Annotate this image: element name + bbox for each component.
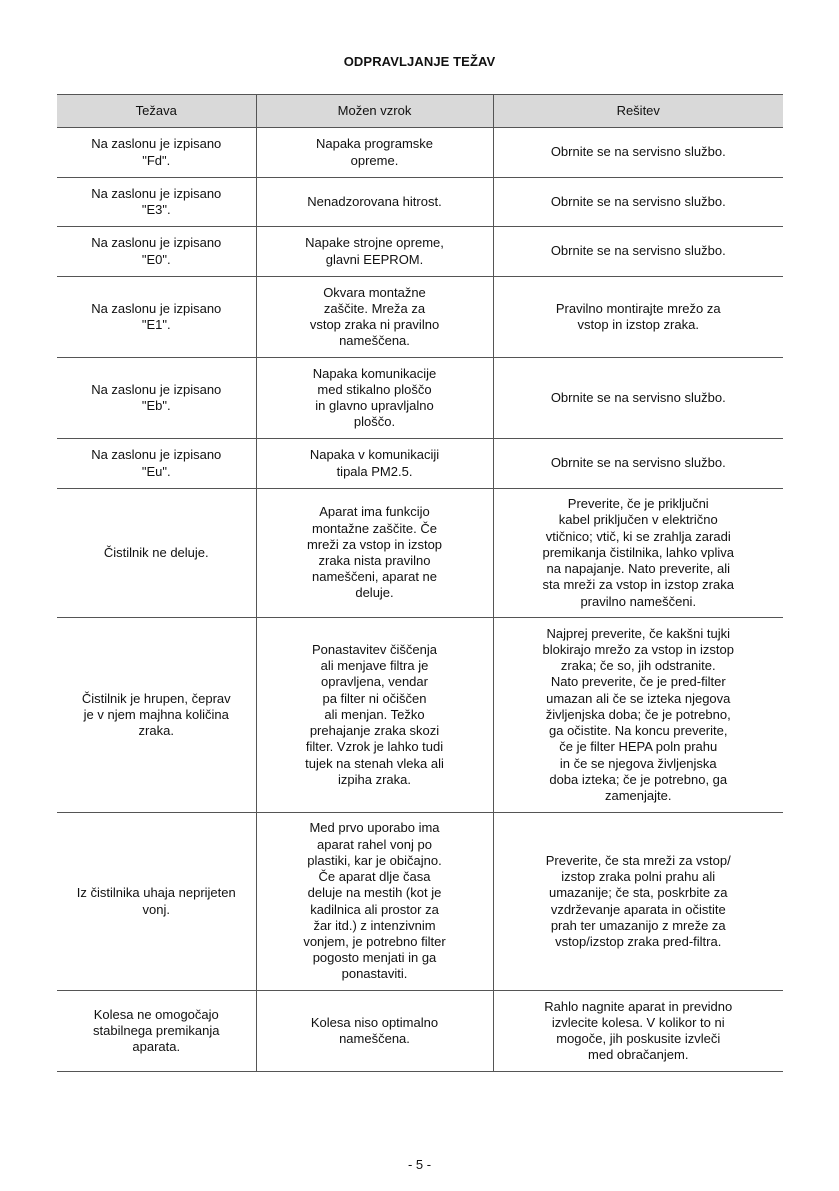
cause-cell: Napaka programske opreme.: [256, 128, 493, 178]
table-row: [57, 358, 783, 439]
column-header-solution: Rešitev: [493, 95, 783, 128]
table-row: [57, 178, 783, 227]
problem-cell: Kolesa ne omogočajo stabilnega premikanja aparata.: [57, 991, 256, 1072]
problem-cell: Na zaslonu je izpisano "Eu".: [57, 439, 256, 489]
page-number: - 5 -: [407, 1157, 432, 1172]
problem-cell: Na zaslonu je izpisano "E1".: [57, 277, 256, 358]
table-row: [57, 489, 783, 618]
solution-cell: Obrnite se na servisno službo.: [493, 227, 783, 277]
solution-cell: Pravilno montirajte mrežo za vstop in izstop zraka.: [493, 277, 783, 358]
table-row: [57, 991, 783, 1072]
solution-cell: Preverite, če sta mreži za vstop/ izstop zraka polni prahu ali umazanije; če sta, poskrbite za vzdrževanje aparata in očistite prah ter umazanijo z mreže za vstop/izstop zraka pred-filtra.: [493, 813, 783, 991]
cause-cell: Ponastavitev čiščenja ali menjave filtra je opravljena, vendar pa filter ni očiščen ali menjan. Težko prehajanje zraka skozi filter. Vzrok je lahko tudi tujek na stenah vleka ali izpiha zraka.: [256, 618, 493, 813]
cause-cell: Okvara montažne zaščite. Mreža za vstop zraka ni pravilno nameščena.: [256, 277, 493, 358]
solution-cell: Obrnite se na servisno službo.: [493, 358, 783, 439]
problem-cell: Čistilnik je hrupen, čeprav je v njem majhna količina zraka.: [57, 618, 256, 813]
cause-cell: Aparat ima funkcijo montažne zaščite. Če mreži za vstop in izstop zraka nista pravilno nameščeni, aparat ne deluje.: [256, 489, 493, 618]
table-row: [57, 277, 783, 358]
problem-cell: Iz čistilnika uhaja neprijeten vonj.: [57, 813, 256, 991]
column-header-cause: Možen vzrok: [256, 95, 493, 128]
cause-cell: Napaka v komunikaciji tipala PM2.5.: [256, 439, 493, 489]
cause-cell: Med prvo uporabo ima aparat rahel vonj po plastiki, kar je običajno. Če aparat dlje časa deluje na mestih (kot je kadilnica ali prostor za žar itd.) z intenzivnim vonjem, je potrebno filter pogosto menjati in ga ponastaviti.: [256, 813, 493, 991]
solution-cell: Preverite, če je priključni kabel priključen v električno vtičnico; vtič, ki se zrahlja zaradi premikanja čistilnika, lahko vpliva na napajanje. Nato preverite, ali sta mreži za vstop in izstop zraka pravilno nameščeni.: [493, 489, 783, 618]
solution-cell: Obrnite se na servisno službo.: [493, 178, 783, 227]
problem-cell: Na zaslonu je izpisano "E3".: [57, 178, 256, 227]
problem-cell: Na zaslonu je izpisano "E0".: [57, 227, 256, 277]
table-row: [57, 227, 783, 277]
problem-cell: Čistilnik ne deluje.: [57, 489, 256, 618]
solution-cell: Obrnite se na servisno službo.: [493, 439, 783, 489]
table-row: [57, 618, 783, 813]
problem-cell: Na zaslonu je izpisano "Fd".: [57, 128, 256, 178]
page-title: ODPRAVLJANJE TEŽAV: [343, 54, 496, 69]
cause-cell: Nenadzorovana hitrost.: [256, 178, 493, 227]
table-row: [57, 128, 783, 178]
cause-cell: Kolesa niso optimalno nameščena.: [256, 991, 493, 1072]
cause-cell: Napaka komunikacije med stikalno ploščo in glavno upravljalno ploščo.: [256, 358, 493, 439]
column-header-problem: Težava: [57, 95, 256, 128]
solution-cell: Najprej preverite, če kakšni tujki blokirajo mrežo za vstop in izstop zraka; če so, jih odstranite. Nato preverite, če je pred-filter umazan ali če se izteka njegova življenjska doba; če je potrebno, ga očistite. Na koncu preverite, če je filter HEPA poln prahu in če se njegova življenjska doba izteka; če je potrebno, ga zamenjajte.: [493, 618, 783, 813]
solution-cell: Rahlo nagnite aparat in previdno izvlecite kolesa. V kolikor to ni mogoče, jih poskusite izvleči med obračanjem.: [493, 991, 783, 1072]
solution-cell: Obrnite se na servisno službo.: [493, 128, 783, 178]
table-row: [57, 439, 783, 489]
table-row: [57, 813, 783, 991]
cause-cell: Napake strojne opreme, glavni EEPROM.: [256, 227, 493, 277]
problem-cell: Na zaslonu je izpisano "Eb".: [57, 358, 256, 439]
table-header-row: [57, 95, 783, 128]
troubleshooting-table: [57, 94, 783, 1072]
